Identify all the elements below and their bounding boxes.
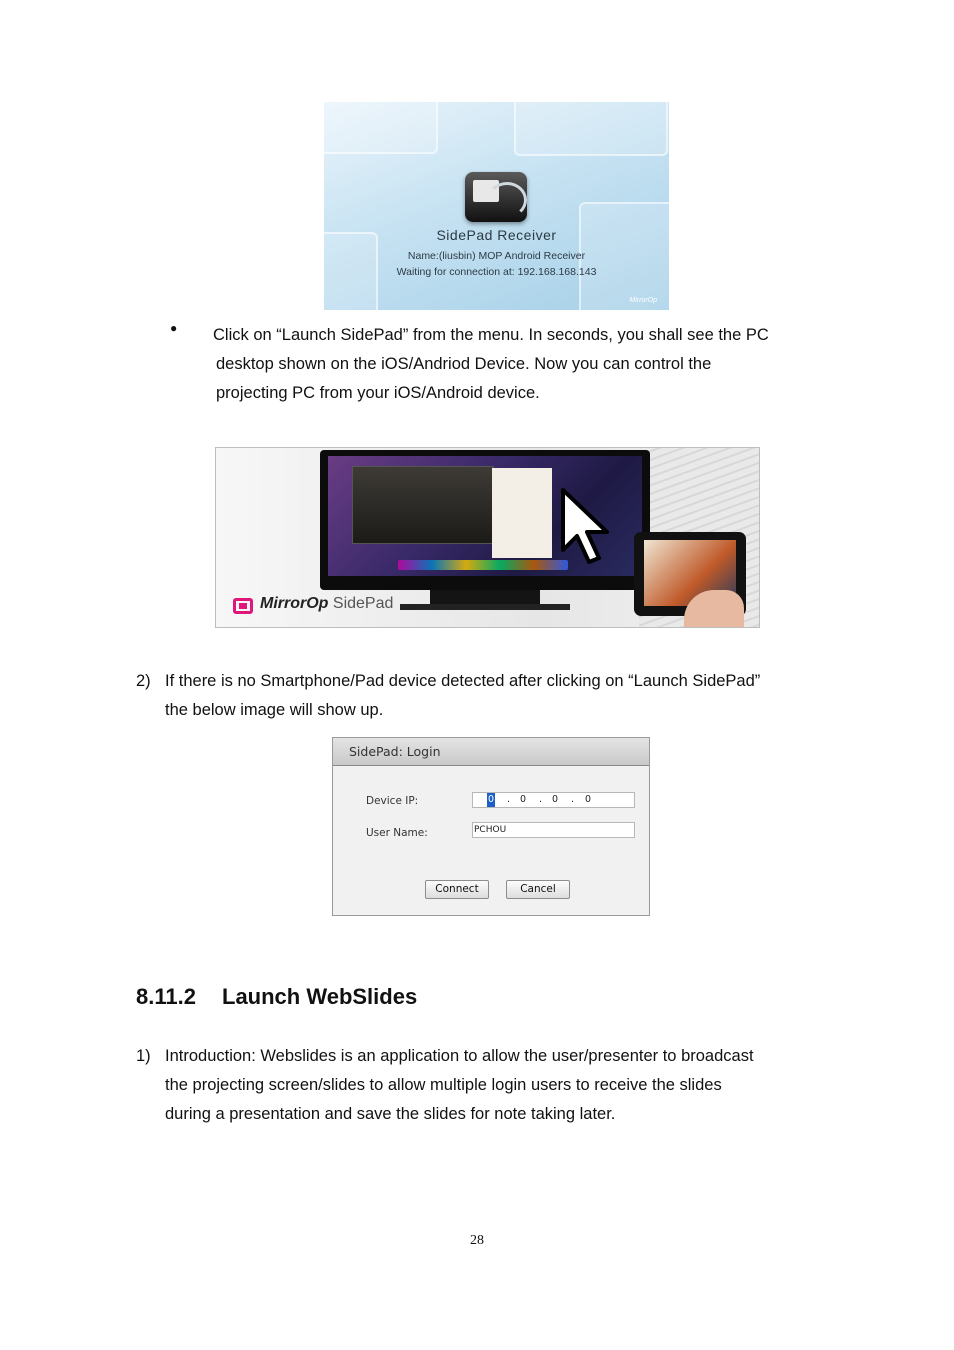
logo-product: SidePad <box>332 595 394 612</box>
user-name-label: User Name: <box>366 827 428 839</box>
document-window <box>492 468 552 558</box>
cancel-button[interactable]: Cancel <box>506 880 570 899</box>
item-1-line-2: the projecting screen/slides to allow multiple login users to receive the slides <box>165 1076 722 1094</box>
ip-octet-2: 0 <box>520 794 527 805</box>
monitor-base <box>400 604 570 610</box>
receiver-name-line: Name:(liusbin) MOP Android Receiver <box>407 250 586 262</box>
sidepad-login-dialog <box>332 737 650 916</box>
ip-octet-3: 0 <box>552 794 559 805</box>
mirrorop-logo-text <box>260 595 393 613</box>
bullet-line-2: desktop shown on the iOS/Andriod Device. Now you can control the <box>216 355 712 373</box>
dock-bar <box>398 560 568 570</box>
mouse-cursor-icon <box>561 488 631 568</box>
receiver-waiting-line: Waiting for connection at: 192.168.168.143 <box>396 266 597 278</box>
bullet-line-3: projecting PC from your iOS/Android device. <box>216 384 540 402</box>
logo-word: MirrorOp <box>260 595 329 612</box>
sidepad-app-icon <box>465 172 527 222</box>
dialog-title: SidePad: Login <box>333 738 649 766</box>
page-number: 28 <box>470 1233 484 1248</box>
item-2-paragraph <box>165 667 760 725</box>
item-1-line-3: during a presentation and save the slides for note taking later. <box>165 1105 616 1123</box>
section-number: 8.11.2 <box>136 984 196 1009</box>
mirrorop-sidepad-banner <box>215 447 760 628</box>
bullet-paragraph <box>213 321 769 408</box>
background-pane <box>324 102 438 154</box>
receiver-brand: MirrorOp <box>629 297 657 304</box>
device-ip-field[interactable]: 0 . 0 . 0 . 0 <box>472 792 635 808</box>
background-pane <box>514 102 668 156</box>
item-1-number: 1) <box>136 1047 151 1065</box>
item-1-paragraph <box>165 1042 754 1129</box>
mirrorop-logo-icon <box>233 598 253 614</box>
item-2-line-2: the below image will show up. <box>165 701 384 719</box>
item-2-line-1: If there is no Smartphone/Pad device detected after clicking on “Launch SidePad” <box>165 672 761 690</box>
bullet-line-1: Click on “Launch SidePad” from the menu. In seconds, you shall see the PC <box>213 326 769 344</box>
device-ip-label: Device IP: <box>366 795 419 807</box>
item-1-line-1: Introduction: Webslides is an application to allow the user/presenter to broadcast <box>165 1047 754 1065</box>
ip-octet-4: 0 <box>585 794 592 805</box>
user-name-field[interactable]: PCHOU <box>472 822 635 838</box>
sidepad-receiver-screenshot <box>324 102 669 310</box>
video-window <box>352 466 494 544</box>
receiver-title: SidePad Receiver <box>436 227 557 243</box>
section-heading <box>136 984 417 1010</box>
connect-button[interactable]: Connect <box>425 880 489 899</box>
ip-octet-1: 0 <box>488 794 495 805</box>
item-2-number: 2) <box>136 672 151 690</box>
bullet-symbol: ● <box>170 321 178 335</box>
section-title: Launch WebSlides <box>222 984 418 1009</box>
